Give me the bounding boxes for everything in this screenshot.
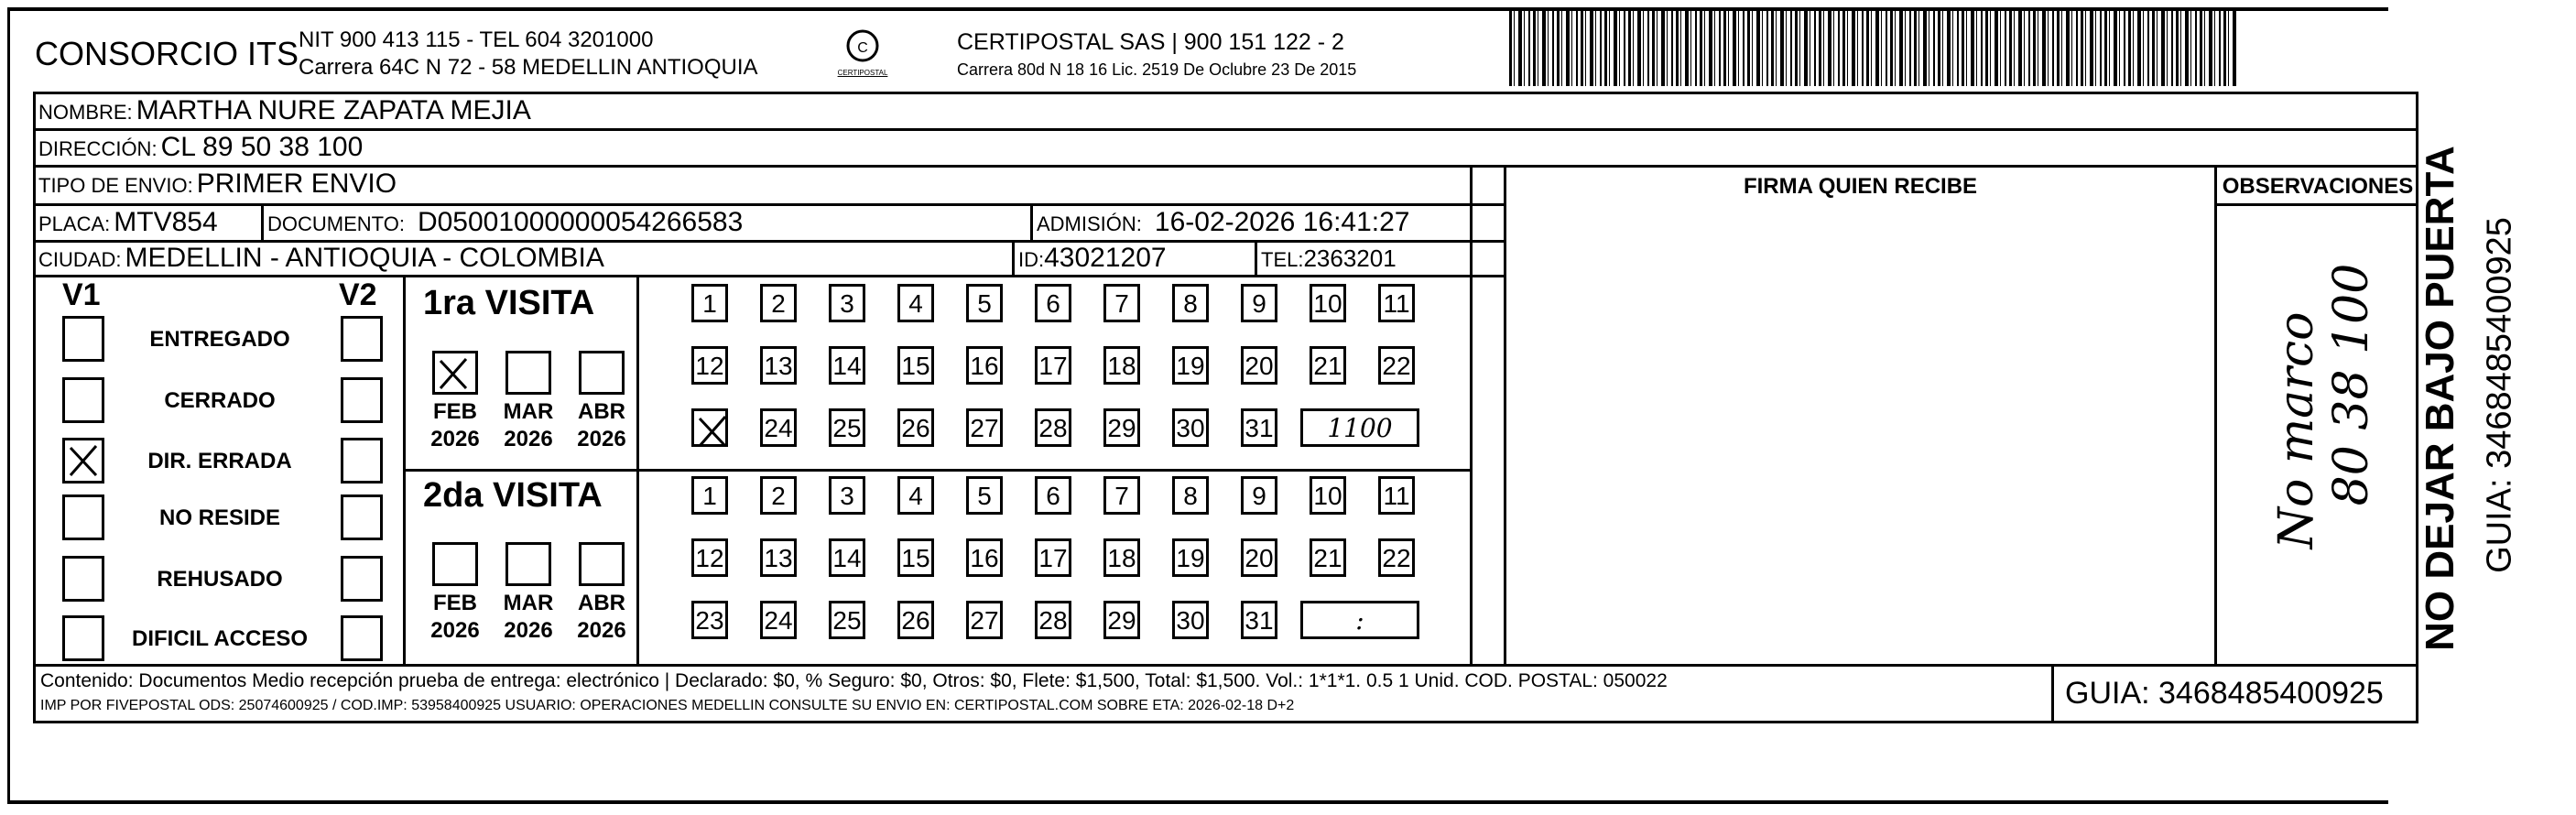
day-box[interactable]: 8 xyxy=(1172,476,1209,515)
month-label xyxy=(496,398,560,453)
day-box[interactable]: 18 xyxy=(1103,538,1140,577)
firma-label: FIRMA QUIEN RECIBE xyxy=(1743,174,1978,199)
tel-label: TEL: xyxy=(1261,248,1304,271)
ciudad-row xyxy=(38,243,604,274)
day-box[interactable]: 28 xyxy=(1035,408,1071,447)
month-year: 2026 xyxy=(577,427,626,451)
ciudad-value: MEDELLIN - ANTIOQUIA - COLOMBIA xyxy=(125,243,604,273)
day-box[interactable]: 10 xyxy=(1310,476,1346,515)
day-box[interactable]: 25 xyxy=(829,601,865,639)
observaciones-label: OBSERVACIONES xyxy=(2222,174,2414,199)
v1-checkbox[interactable] xyxy=(62,438,104,484)
day-box[interactable]: 20 xyxy=(1241,346,1277,385)
certipostal-line1: CERTIPOSTAL SAS | 900 151 122 - 2 xyxy=(957,29,1344,55)
day-box[interactable]: 24 xyxy=(760,601,797,639)
day-box[interactable]: 5 xyxy=(966,476,1003,515)
day-box[interactable]: 18 xyxy=(1103,346,1140,385)
v1-label: V1 xyxy=(62,277,101,312)
direccion-row xyxy=(38,132,363,163)
option-label: NO RESIDE xyxy=(158,505,281,530)
id-value: 43021207 xyxy=(1044,243,1167,273)
month-name: ABR xyxy=(578,591,625,615)
month-year: 2026 xyxy=(577,618,626,643)
day-box[interactable]: 9 xyxy=(1241,284,1277,322)
month-year: 2026 xyxy=(504,618,553,643)
day-box[interactable]: 10 xyxy=(1310,284,1346,322)
month-checkbox[interactable] xyxy=(505,542,551,586)
logo-text: CERTIPOSTAL xyxy=(837,69,888,77)
day-box[interactable]: 3 xyxy=(829,284,865,322)
day-box[interactable]: 4 xyxy=(897,284,934,322)
day-box[interactable]: 6 xyxy=(1035,284,1071,322)
admision-row xyxy=(1037,207,1409,238)
footer-guia: GUIA: 3468485400925 xyxy=(2065,676,2384,711)
month-name: ABR xyxy=(578,399,625,424)
day-box[interactable]: 26 xyxy=(897,601,934,639)
v2-checkbox[interactable] xyxy=(341,615,383,661)
nombre-label: NOMBRE: xyxy=(38,101,133,124)
day-box[interactable]: 7 xyxy=(1103,476,1140,515)
admision-label: ADMISIÓN: xyxy=(1037,212,1142,235)
admision-value: 16-02-2026 16:41:27 xyxy=(1154,207,1410,237)
id-label: ID: xyxy=(1018,248,1045,271)
ciudad-label: CIUDAD: xyxy=(38,248,122,271)
month-checkbox[interactable] xyxy=(579,542,625,586)
nit-line: NIT 900 413 115 - TEL 604 3201000 xyxy=(299,27,654,52)
month-label xyxy=(570,398,634,453)
day-box[interactable]: 14 xyxy=(829,538,865,577)
day-box[interactable]: 26 xyxy=(897,408,934,447)
day-box[interactable]: 16 xyxy=(966,346,1003,385)
option-label: REHUSADO xyxy=(157,567,283,592)
day-box[interactable]: 16 xyxy=(966,538,1003,577)
side-guia: GUIA: 3468485400925 xyxy=(2480,217,2519,573)
visit2-title: 2da VISITA xyxy=(423,476,603,515)
month-name: MAR xyxy=(503,399,554,424)
day-box[interactable]: 31 xyxy=(1241,408,1277,447)
month-label xyxy=(496,590,560,645)
day-box[interactable]: 22 xyxy=(1378,346,1415,385)
month-checkbox[interactable] xyxy=(505,351,551,395)
tel-value: 2363201 xyxy=(1303,244,1397,272)
day-box[interactable]: 15 xyxy=(897,346,934,385)
day-box[interactable]: 4 xyxy=(897,476,934,515)
month-checkbox[interactable] xyxy=(432,542,478,586)
day-box[interactable]: 22 xyxy=(1378,538,1415,577)
nombre-row xyxy=(38,95,531,126)
time-box[interactable]: : xyxy=(1300,601,1419,639)
day-box[interactable]: 17 xyxy=(1035,538,1071,577)
obs-line1: No marco xyxy=(2269,311,2324,549)
certipostal-logo xyxy=(835,29,890,84)
month-label xyxy=(570,590,634,645)
logo-icon xyxy=(844,29,881,64)
day-box[interactable]: 20 xyxy=(1241,538,1277,577)
month-year: 2026 xyxy=(430,427,480,451)
month-checkbox[interactable] xyxy=(432,351,478,395)
v1-checkbox[interactable] xyxy=(62,316,104,362)
day-box[interactable]: 12 xyxy=(691,538,728,577)
day-box[interactable]: 3 xyxy=(829,476,865,515)
observaciones-handwriting xyxy=(2223,211,2407,659)
v2-checkbox[interactable] xyxy=(341,377,383,423)
day-box[interactable]: 6 xyxy=(1035,476,1071,515)
option-label: DIFICIL ACCESO xyxy=(131,626,308,651)
documento-label: DOCUMENTO: xyxy=(267,212,405,235)
day-box[interactable]: 27 xyxy=(966,408,1003,447)
placa-label: PLACA: xyxy=(38,212,111,235)
day-box[interactable]: 2 xyxy=(760,284,797,322)
day-box[interactable]: 21 xyxy=(1310,346,1346,385)
day-box[interactable]: 1 xyxy=(691,476,728,515)
tipo-envio-label: TIPO DE ENVIO: xyxy=(38,174,193,197)
no-dejar-bajo-puerta: NO DEJAR BAJO PUERTA xyxy=(2418,146,2462,651)
v1-checkbox[interactable] xyxy=(62,494,104,540)
day-box[interactable]: 13 xyxy=(760,538,797,577)
day-box[interactable]: 1 xyxy=(691,284,728,322)
day-box[interactable]: 11 xyxy=(1378,476,1415,515)
day-box[interactable]: 28 xyxy=(1035,601,1071,639)
day-box[interactable]: 19 xyxy=(1172,346,1209,385)
address-line: Carrera 64C N 72 - 58 MEDELLIN ANTIOQUIA xyxy=(299,55,758,80)
obs-line2: 80 38 100 xyxy=(2324,263,2379,506)
day-box[interactable]: 5 xyxy=(966,284,1003,322)
id-row xyxy=(1018,243,1167,274)
day-box[interactable]: 29 xyxy=(1103,408,1140,447)
day-box[interactable]: 11 xyxy=(1378,284,1415,322)
certipostal-line2: Carrera 80d N 18 16 Lic. 2519 De Oclubre 23 De 2015 xyxy=(957,60,1357,79)
visit1-title: 1ra VISITA xyxy=(423,284,595,322)
day-box[interactable]: 30 xyxy=(1172,601,1209,639)
month-label xyxy=(423,590,487,645)
v1-checkbox[interactable] xyxy=(62,377,104,423)
day-box[interactable]: 7 xyxy=(1103,284,1140,322)
option-label: ENTREGADO xyxy=(149,327,290,352)
v2-checkbox[interactable] xyxy=(341,494,383,540)
day-box[interactable]: 29 xyxy=(1103,601,1140,639)
placa-row xyxy=(38,207,218,238)
footer-contenido: Contenido: Documentos Medio recepción prueba de entrega: electrónico | Declarado: $0, % Seguro: $0, Otros: $0, Flete: $1,500, Total: $1,500. Vol.: 1*1*1. 0.5 1 Unid. COD. POSTAL: 050022 xyxy=(40,670,1668,691)
v1-checkbox[interactable] xyxy=(62,615,104,661)
day-box[interactable]: 2 xyxy=(760,476,797,515)
day-box[interactable]: 9 xyxy=(1241,476,1277,515)
month-name: MAR xyxy=(503,591,554,615)
tel-row xyxy=(1261,244,1397,273)
day-box[interactable]: 21 xyxy=(1310,538,1346,577)
day-box[interactable]: 15 xyxy=(897,538,934,577)
day-box[interactable]: 13 xyxy=(760,346,797,385)
day-box[interactable]: 8 xyxy=(1172,284,1209,322)
v2-checkbox[interactable] xyxy=(341,316,383,362)
tipo-envio-value: PRIMER ENVIO xyxy=(196,168,397,199)
month-name: FEB xyxy=(433,399,477,424)
day-box[interactable] xyxy=(691,408,728,447)
option-label: CERRADO xyxy=(164,388,276,413)
month-checkbox[interactable] xyxy=(579,351,625,395)
day-box[interactable]: 19 xyxy=(1172,538,1209,577)
day-box[interactable]: 23 xyxy=(691,601,728,639)
day-box[interactable]: 27 xyxy=(966,601,1003,639)
v1-checkbox[interactable] xyxy=(62,556,104,602)
month-name: FEB xyxy=(433,591,477,615)
day-box[interactable]: 12 xyxy=(691,346,728,385)
direccion-value: CL 89 50 38 100 xyxy=(160,132,364,162)
day-box[interactable]: 24 xyxy=(760,408,797,447)
day-box[interactable]: 31 xyxy=(1241,601,1277,639)
placa-value: MTV854 xyxy=(114,207,218,237)
documento-row xyxy=(267,207,743,238)
day-box[interactable]: 25 xyxy=(829,408,865,447)
svg-text:C: C xyxy=(857,40,868,56)
day-box[interactable]: 30 xyxy=(1172,408,1209,447)
tipo-envio-row xyxy=(38,168,397,200)
v2-checkbox[interactable] xyxy=(341,438,383,484)
direccion-label: DIRECCIÓN: xyxy=(38,137,158,160)
company-name: CONSORCIO ITS xyxy=(35,35,299,72)
footer-imp: IMP POR FIVEPOSTAL ODS: 25074600925 / COD.IMP: 53958400925 USUARIO: OPERACIONES MEDELLIN CONSULTE SU ENVIO EN: CERTIPOSTAL.COM SOBRE ETA: 2026-02-18 D+2 xyxy=(40,698,1295,713)
time-box[interactable]: 1100 xyxy=(1300,408,1419,447)
v2-checkbox[interactable] xyxy=(341,556,383,602)
month-year: 2026 xyxy=(504,427,553,451)
option-label: DIR. ERRADA xyxy=(147,449,292,473)
v2-label: V2 xyxy=(339,277,377,312)
barcode xyxy=(1509,11,2237,86)
day-box[interactable]: 17 xyxy=(1035,346,1071,385)
month-year: 2026 xyxy=(430,618,480,643)
day-box[interactable]: 14 xyxy=(829,346,865,385)
documento-value: D05001000000054266583 xyxy=(417,207,744,237)
nombre-value: MARTHA NURE ZAPATA MEJIA xyxy=(136,95,531,125)
month-label xyxy=(423,398,487,453)
